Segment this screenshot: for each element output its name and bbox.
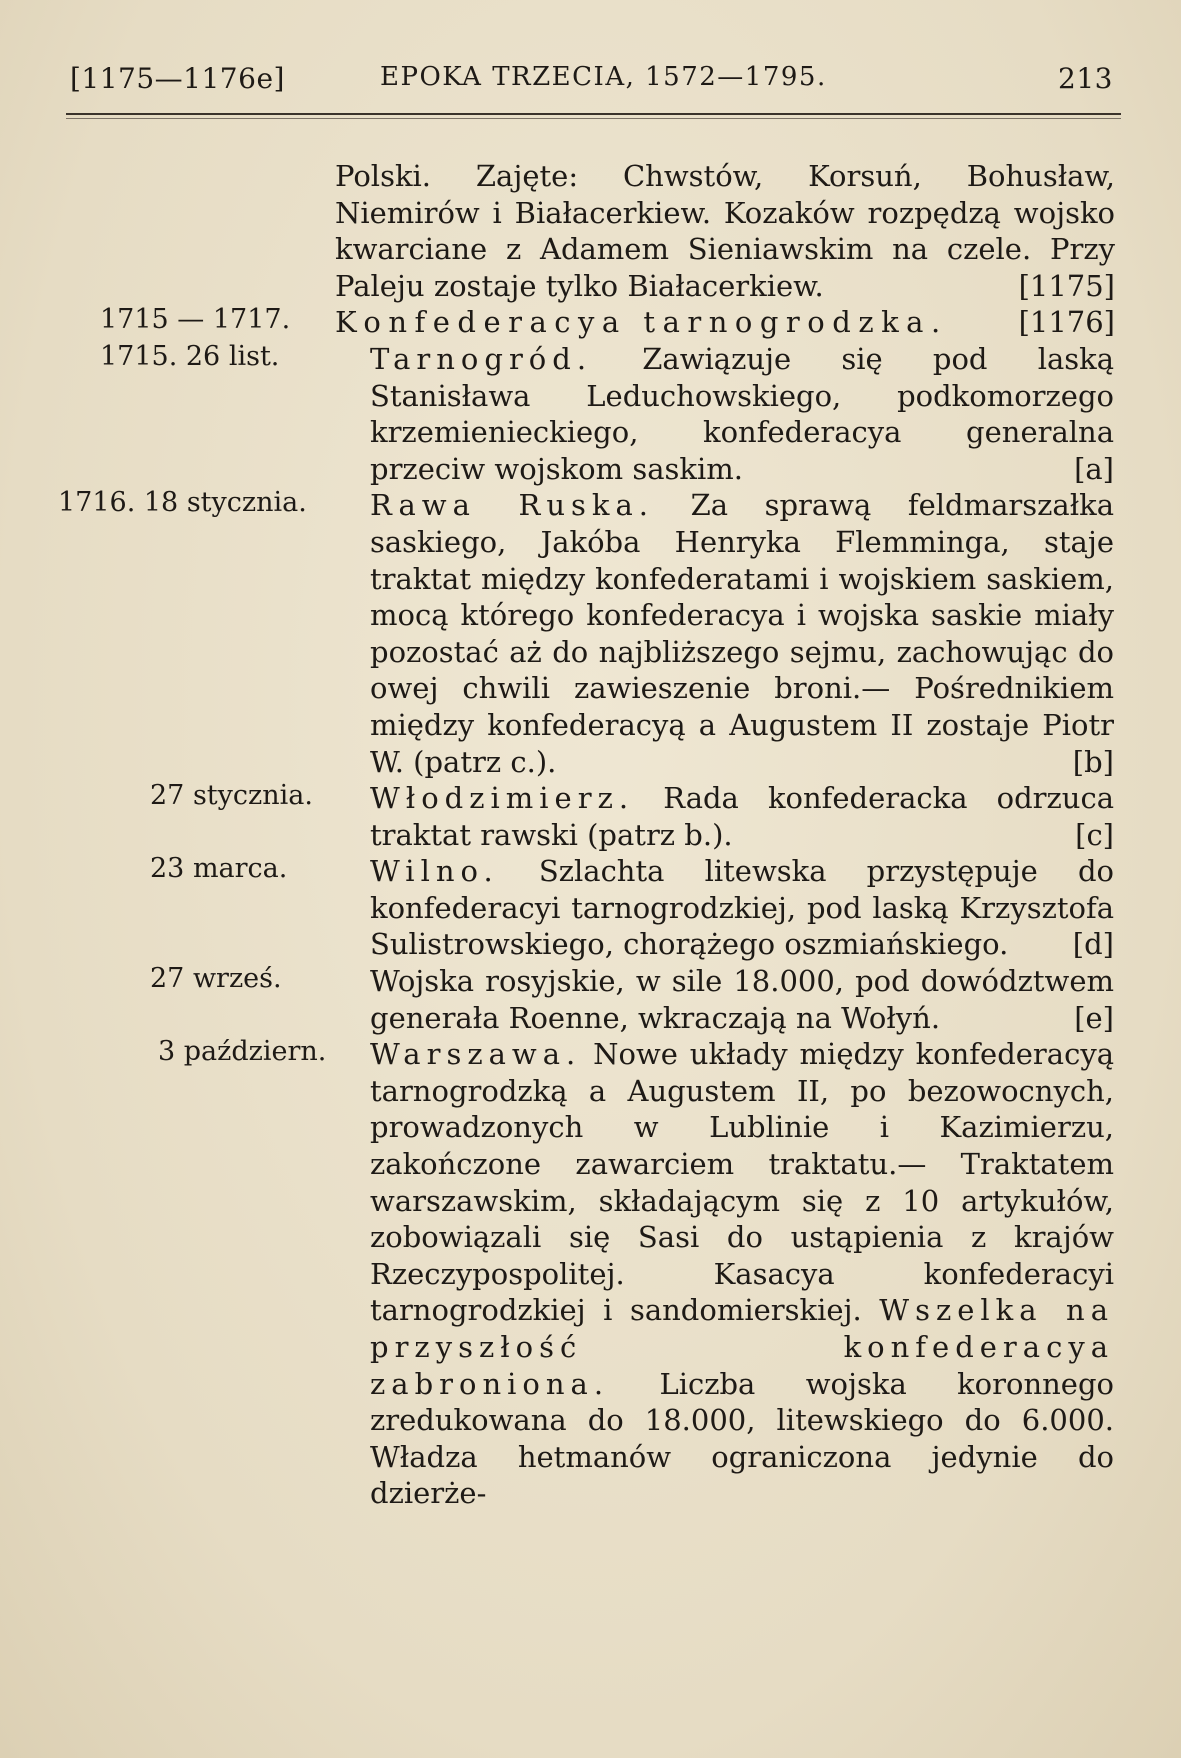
chronology-entry <box>0 1036 1181 1512</box>
entry-note: [b] <box>1072 744 1114 779</box>
header-rule <box>66 113 1121 119</box>
entry-date: 23 marca. <box>150 853 288 885</box>
chronology-entry <box>0 853 1181 963</box>
entry-text: Polski. Zajęte: Chwstów, Korsuń, Bohusław, Niemirów i Białacerkiew. Kozaków rozpędzą wojsko kwarciane z Adamem Sieniawskim na czele. Przy Paleju zostaje tylko Białacerkiew. [1175] <box>335 159 1115 303</box>
running-head <box>70 62 1113 106</box>
entry-note: [1175] <box>1018 268 1115 303</box>
entry-place: Włodzimierz. <box>370 781 635 816</box>
entry-emphasis: Wszelka na przyszłość konfederacya zabroniona. <box>370 1293 1115 1401</box>
entry-text: Tarnogród. Zawiązuje się pod laską Stanisława Leduchowskiego, podkomorzego krzemienieckiego, konfederacya generalna przeciw wojskom saskim. [a] <box>370 341 1115 486</box>
entry-place: Rawa Ruska. <box>370 488 654 523</box>
entry-text: Wojska rosyjskie, w sile 18.000, pod dowództwem generała Roenne, wkraczają na Wołyń. [e] <box>370 964 1114 1035</box>
entry-note: [a] <box>1074 451 1114 486</box>
entry-text: Warszawa. Nowe układy między konfederacyą tarnogrodzką a Augustem II, po bezowocnych, prowadzonych w Lublinie i Kazimierzu, zakończone zawarciem traktatu.— Traktatem warszawskim, składającym się z 10 artykułów, zobowiązali się Sasi do ustąpienia z krajów Rzeczypospolitej. Kasacya konfederacyi tarnogrodzkiej i sandomierskiej. Wszelka na przyszłość konfederacya zabroniona. Liczba wojska koronnego zredukowana do 18.000, litewskiego do 6.000. Władza hetmanów ograniczona jedynie do dzierże- <box>370 1037 1115 1511</box>
chronology-entry <box>0 158 1181 304</box>
entry-text: Wilno. Szlachta litewska przystępuje do konfederacyi tarnogrodzkiej, pod laską Krzysztofa Sulistrowskiego, chorążego oszmiańskiego. [d] <box>370 854 1115 962</box>
entry-note: [1176] <box>1018 305 1115 340</box>
chronology-entry <box>0 963 1181 1036</box>
chronology-entry <box>0 341 1181 487</box>
chronology-entry <box>0 304 1181 341</box>
entry-date: 1715 — 1717. <box>100 304 291 336</box>
entry-date: 1716. 18 stycznia. <box>58 487 307 519</box>
chronology-entry <box>0 487 1181 780</box>
entry-heading: Konfederacya tarnogrodzka. <box>335 305 948 340</box>
entry-note: [d] <box>1072 927 1114 962</box>
chapter-title: EPOKA TRZECIA, 1572—1795. <box>380 62 827 92</box>
entry-place: Tarnogród. <box>370 341 593 376</box>
entry-place: Wilno. <box>370 854 499 889</box>
entry-date: 27 wrześ. <box>150 963 282 995</box>
entry-date: 3 październ. <box>158 1036 327 1068</box>
chronology-entry <box>0 780 1181 853</box>
entry-date: 27 stycznia. <box>150 780 313 812</box>
chronology-entries <box>0 158 1181 1512</box>
section-range: [1175—1176e] <box>70 62 285 95</box>
entry-text: Włodzimierz. Rada konfederacka odrzuca traktat rawski (patrz b.). [c] <box>370 781 1115 852</box>
entry-text: Rawa Ruska. Za sprawą feldmarszałka saskiego, Jakóba Henryka Flemminga, staje traktat między konfederatami i wojskiem saskiem, mocą którego konfederacya i wojska saskie miały pozostać aż do najbliższego sejmu, zachowując do owej chwili zawieszenie broni.— Pośrednikiem między konfederacyą a Augustem II zostaje Piotr W. (patrz c.). [b] <box>370 488 1114 779</box>
entry-note: [c] <box>1075 817 1114 852</box>
entry-date: 1715. 26 list. <box>100 340 280 372</box>
entry-text <box>335 304 1115 341</box>
entry-note: [e] <box>1074 1000 1114 1035</box>
entry-place: Warszawa. <box>370 1037 582 1072</box>
page-number: 213 <box>1058 62 1113 95</box>
